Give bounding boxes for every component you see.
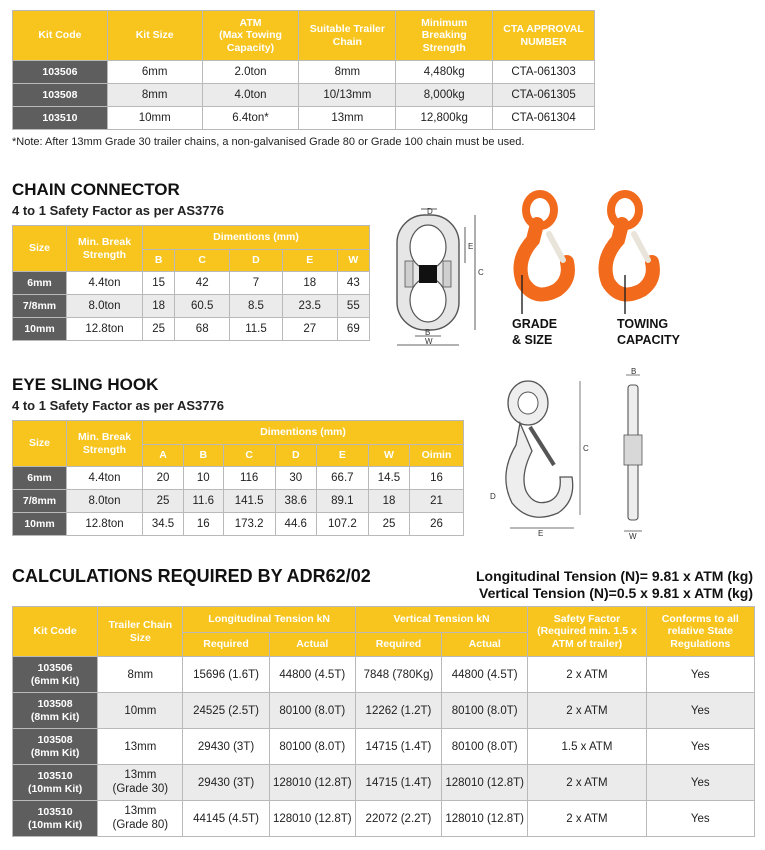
calc-long-header: Longitudinal Tension kN: [183, 607, 355, 633]
kit-table-header-row: [13, 11, 595, 61]
dim-label-e: E: [468, 242, 474, 251]
esh-dim-col: C: [223, 445, 275, 467]
kit-header-cell: Suitable Trailer Chain: [299, 11, 396, 61]
table-cell: 2.0ton: [202, 61, 299, 84]
table-row: [13, 61, 595, 84]
table-row: [13, 657, 755, 693]
esh-size-cell: 7/8mm: [13, 490, 67, 513]
table-cell: 44145 (4.5T): [183, 801, 269, 837]
cc-header-row: [13, 226, 370, 250]
table-cell: 4.0ton: [202, 84, 299, 107]
kit-header-cell: Minimum Breaking Strength: [396, 11, 493, 61]
esh-header-row: [13, 421, 464, 445]
table-cell: Yes: [646, 657, 754, 693]
table-cell: Yes: [646, 765, 754, 801]
table-cell: 24525 (2.5T): [183, 693, 269, 729]
table-cell: 13mm (Grade 80): [98, 801, 183, 837]
table-row: [13, 272, 370, 295]
table-row: [13, 318, 370, 341]
dim-label-b: B: [425, 328, 431, 337]
table-cell: 7848 (780Kg): [355, 657, 441, 693]
cc-dims-header: Dimentions (mm): [143, 226, 370, 250]
table-cell: 8,000kg: [396, 84, 493, 107]
table-cell: 80100 (8.0T): [442, 729, 528, 765]
esh-dim-col: Oimin: [409, 445, 463, 467]
table-cell: 26: [409, 513, 463, 536]
table-cell: 16: [409, 467, 463, 490]
calc-kit-code-cell: 103506 (6mm Kit): [13, 657, 98, 693]
eye-sling-hook-diagram: [480, 365, 660, 540]
table-cell: 8.5: [230, 295, 283, 318]
table-cell: 30: [275, 467, 316, 490]
esh-size-header: Size: [13, 421, 67, 467]
table-cell: 8.0ton: [67, 295, 143, 318]
chain-connector-diagram: [385, 205, 495, 350]
cc-dim-col: B: [143, 250, 175, 272]
table-cell: 4.4ton: [67, 272, 143, 295]
chain-connector-subtitle: 4 to 1 Safety Factor as per AS3776: [12, 203, 224, 218]
esh-dim-label-b: B: [631, 367, 637, 376]
table-cell: 29430 (3T): [183, 765, 269, 801]
cc-size-cell: 7/8mm: [13, 295, 67, 318]
table-cell: 60.5: [175, 295, 230, 318]
table-cell: 13mm (Grade 30): [98, 765, 183, 801]
calc-kit-code-cell: 103510 (10mm Kit): [13, 765, 98, 801]
table-cell: 8mm: [299, 61, 396, 84]
cc-size-header: Size: [13, 226, 67, 272]
esh-dim-label-e: E: [538, 529, 544, 538]
table-cell: 44800 (4.5T): [442, 657, 528, 693]
calc-actual-header: Actual: [269, 633, 355, 657]
table-cell: 25: [143, 490, 184, 513]
dim-label-c: C: [478, 268, 484, 277]
esh-dim-label-c: C: [583, 444, 589, 453]
calc-trailer-chain-header: Trailer Chain Size: [98, 607, 183, 657]
kit-header-cell: CTA APPROVAL NUMBER: [493, 11, 595, 61]
table-cell: 173.2: [223, 513, 275, 536]
table-cell: 44800 (4.5T): [269, 657, 355, 693]
table-cell: 15: [143, 272, 175, 295]
calc-safety-header: Safety Factor (Required min. 1.5 x ATM of trailer): [528, 607, 646, 657]
esh-dim-col: A: [143, 445, 184, 467]
table-row: [13, 295, 370, 318]
calc-vert-header: Vertical Tension kN: [355, 607, 527, 633]
table-cell: 14.5: [368, 467, 409, 490]
kit-table: [12, 10, 595, 130]
table-cell: 27: [282, 318, 337, 341]
towing-capacity-label: TOWING CAPACITY: [617, 317, 680, 348]
table-cell: CTA-061304: [493, 107, 595, 130]
table-cell: CTA-061303: [493, 61, 595, 84]
esh-dim-col: E: [316, 445, 368, 467]
vertical-formula: Vertical Tension (N)=0.5 x 9.81 x ATM (kg): [479, 585, 753, 601]
eye-sling-hook-table: [12, 420, 464, 536]
table-cell: 89.1: [316, 490, 368, 513]
table-cell: 1.5 x ATM: [528, 729, 646, 765]
calc-required-header: Required: [183, 633, 269, 657]
table-cell: 29430 (3T): [183, 729, 269, 765]
cc-dim-col: D: [230, 250, 283, 272]
kit-header-cell: ATM (Max Towing Capacity): [202, 11, 299, 61]
table-cell: 6.4ton*: [202, 107, 299, 130]
cc-dim-col: C: [175, 250, 230, 272]
esh-dim-col: B: [184, 445, 224, 467]
table-cell: 14715 (1.4T): [355, 729, 441, 765]
kit-header-cell: Kit Size: [107, 11, 202, 61]
cc-min-header: Min. Break Strength: [67, 226, 143, 272]
table-cell: 7: [230, 272, 283, 295]
calc-kit-code-header: Kit Code: [13, 607, 98, 657]
calc-required-header: Required: [355, 633, 441, 657]
dim-label-d: D: [427, 207, 433, 216]
table-cell: 18: [282, 272, 337, 295]
table-cell: 21: [409, 490, 463, 513]
table-cell: 14715 (1.4T): [355, 765, 441, 801]
table-cell: 11.6: [184, 490, 224, 513]
longitudinal-formula: Longitudinal Tension (N)= 9.81 x ATM (kg): [475, 568, 753, 584]
table-cell: 8mm: [107, 84, 202, 107]
table-cell: 2 x ATM: [528, 693, 646, 729]
table-cell: Yes: [646, 693, 754, 729]
table-cell: 12,800kg: [396, 107, 493, 130]
cc-size-cell: 10mm: [13, 318, 67, 341]
esh-dim-label-d: D: [490, 492, 496, 501]
kit-code-cell: 103510: [13, 107, 108, 130]
table-cell: 10mm: [98, 693, 183, 729]
table-cell: 43: [337, 272, 369, 295]
cc-dim-col: E: [282, 250, 337, 272]
table-cell: 2 x ATM: [528, 765, 646, 801]
calc-kit-code-cell: 103510 (10mm Kit): [13, 801, 98, 837]
table-cell: 128010 (12.8T): [442, 801, 528, 837]
table-cell: Yes: [646, 729, 754, 765]
table-row: [13, 467, 464, 490]
table-cell: 11.5: [230, 318, 283, 341]
table-row: [13, 490, 464, 513]
table-cell: 10mm: [107, 107, 202, 130]
table-cell: 44.6: [275, 513, 316, 536]
table-cell: 13mm: [299, 107, 396, 130]
table-cell: 13mm: [98, 729, 183, 765]
table-cell: 16: [184, 513, 224, 536]
table-row: [13, 107, 595, 130]
calc-conforms-header: Conforms to all relative State Regulations: [646, 607, 754, 657]
table-cell: 68: [175, 318, 230, 341]
table-cell: 18: [143, 295, 175, 318]
table-cell: 80100 (8.0T): [269, 729, 355, 765]
calc-kit-code-cell: 103508 (8mm Kit): [13, 693, 98, 729]
table-cell: 25: [143, 318, 175, 341]
esh-size-cell: 6mm: [13, 467, 67, 490]
grade-size-label: GRADE & SIZE: [512, 317, 558, 348]
table-cell: 6mm: [107, 61, 202, 84]
kit-header-cell: Kit Code: [13, 11, 108, 61]
table-cell: 38.6: [275, 490, 316, 513]
esh-dim-label-w: W: [629, 532, 637, 540]
table-cell: 20: [143, 467, 184, 490]
table-cell: 8.0ton: [67, 490, 143, 513]
table-cell: 69: [337, 318, 369, 341]
table-cell: 2 x ATM: [528, 657, 646, 693]
kit-note: *Note: After 13mm Grade 30 trailer chains, a non-galvanised Grade 80 or Grade 100 chain must be used.: [12, 136, 525, 148]
eye-sling-hook-title: EYE SLING HOOK: [12, 375, 159, 394]
kit-code-cell: 103506: [13, 61, 108, 84]
calc-kit-code-cell: 103508 (8mm Kit): [13, 729, 98, 765]
calc-actual-header: Actual: [442, 633, 528, 657]
table-cell: 107.2: [316, 513, 368, 536]
table-cell: 128010 (12.8T): [442, 765, 528, 801]
dim-label-w: W: [425, 337, 433, 346]
table-cell: 23.5: [282, 295, 337, 318]
chain-connector-title: CHAIN CONNECTOR: [12, 180, 180, 199]
table-row: [13, 693, 755, 729]
table-cell: 2 x ATM: [528, 801, 646, 837]
table-row: [13, 729, 755, 765]
table-cell: 12.8ton: [67, 318, 143, 341]
table-cell: 10: [184, 467, 224, 490]
table-cell: 18: [368, 490, 409, 513]
table-cell: 55: [337, 295, 369, 318]
cc-size-cell: 6mm: [13, 272, 67, 295]
table-cell: Yes: [646, 801, 754, 837]
kit-code-cell: 103508: [13, 84, 108, 107]
esh-min-header: Min. Break Strength: [67, 421, 143, 467]
table-cell: 4,480kg: [396, 61, 493, 84]
table-cell: 128010 (12.8T): [269, 765, 355, 801]
esh-dim-col: W: [368, 445, 409, 467]
table-cell: 12262 (1.2T): [355, 693, 441, 729]
esh-dims-header: Dimentions (mm): [143, 421, 464, 445]
chain-connector-table: [12, 225, 370, 341]
table-row: [13, 801, 755, 837]
table-cell: 141.5: [223, 490, 275, 513]
table-cell: 66.7: [316, 467, 368, 490]
table-cell: 80100 (8.0T): [269, 693, 355, 729]
calculations-title: CALCULATIONS REQUIRED BY ADR62/02: [12, 566, 371, 586]
eye-sling-hook-subtitle: 4 to 1 Safety Factor as per AS3776: [12, 398, 224, 413]
table-cell: 10/13mm: [299, 84, 396, 107]
calculations-table: [12, 606, 755, 837]
table-cell: 15696 (1.6T): [183, 657, 269, 693]
esh-size-cell: 10mm: [13, 513, 67, 536]
table-row: [13, 84, 595, 107]
table-cell: 42: [175, 272, 230, 295]
table-cell: 128010 (12.8T): [269, 801, 355, 837]
hook-callout-lines: [500, 270, 660, 320]
table-cell: 116: [223, 467, 275, 490]
table-cell: 34.5: [143, 513, 184, 536]
table-row: [13, 765, 755, 801]
table-cell: 80100 (8.0T): [442, 693, 528, 729]
table-cell: 8mm: [98, 657, 183, 693]
calc-header-row: [13, 607, 755, 633]
table-cell: CTA-061305: [493, 84, 595, 107]
table-cell: 12.8ton: [67, 513, 143, 536]
esh-dim-col: D: [275, 445, 316, 467]
cc-dim-col: W: [337, 250, 369, 272]
table-row: [13, 513, 464, 536]
table-cell: 25: [368, 513, 409, 536]
table-cell: 22072 (2.2T): [355, 801, 441, 837]
table-cell: 4.4ton: [67, 467, 143, 490]
